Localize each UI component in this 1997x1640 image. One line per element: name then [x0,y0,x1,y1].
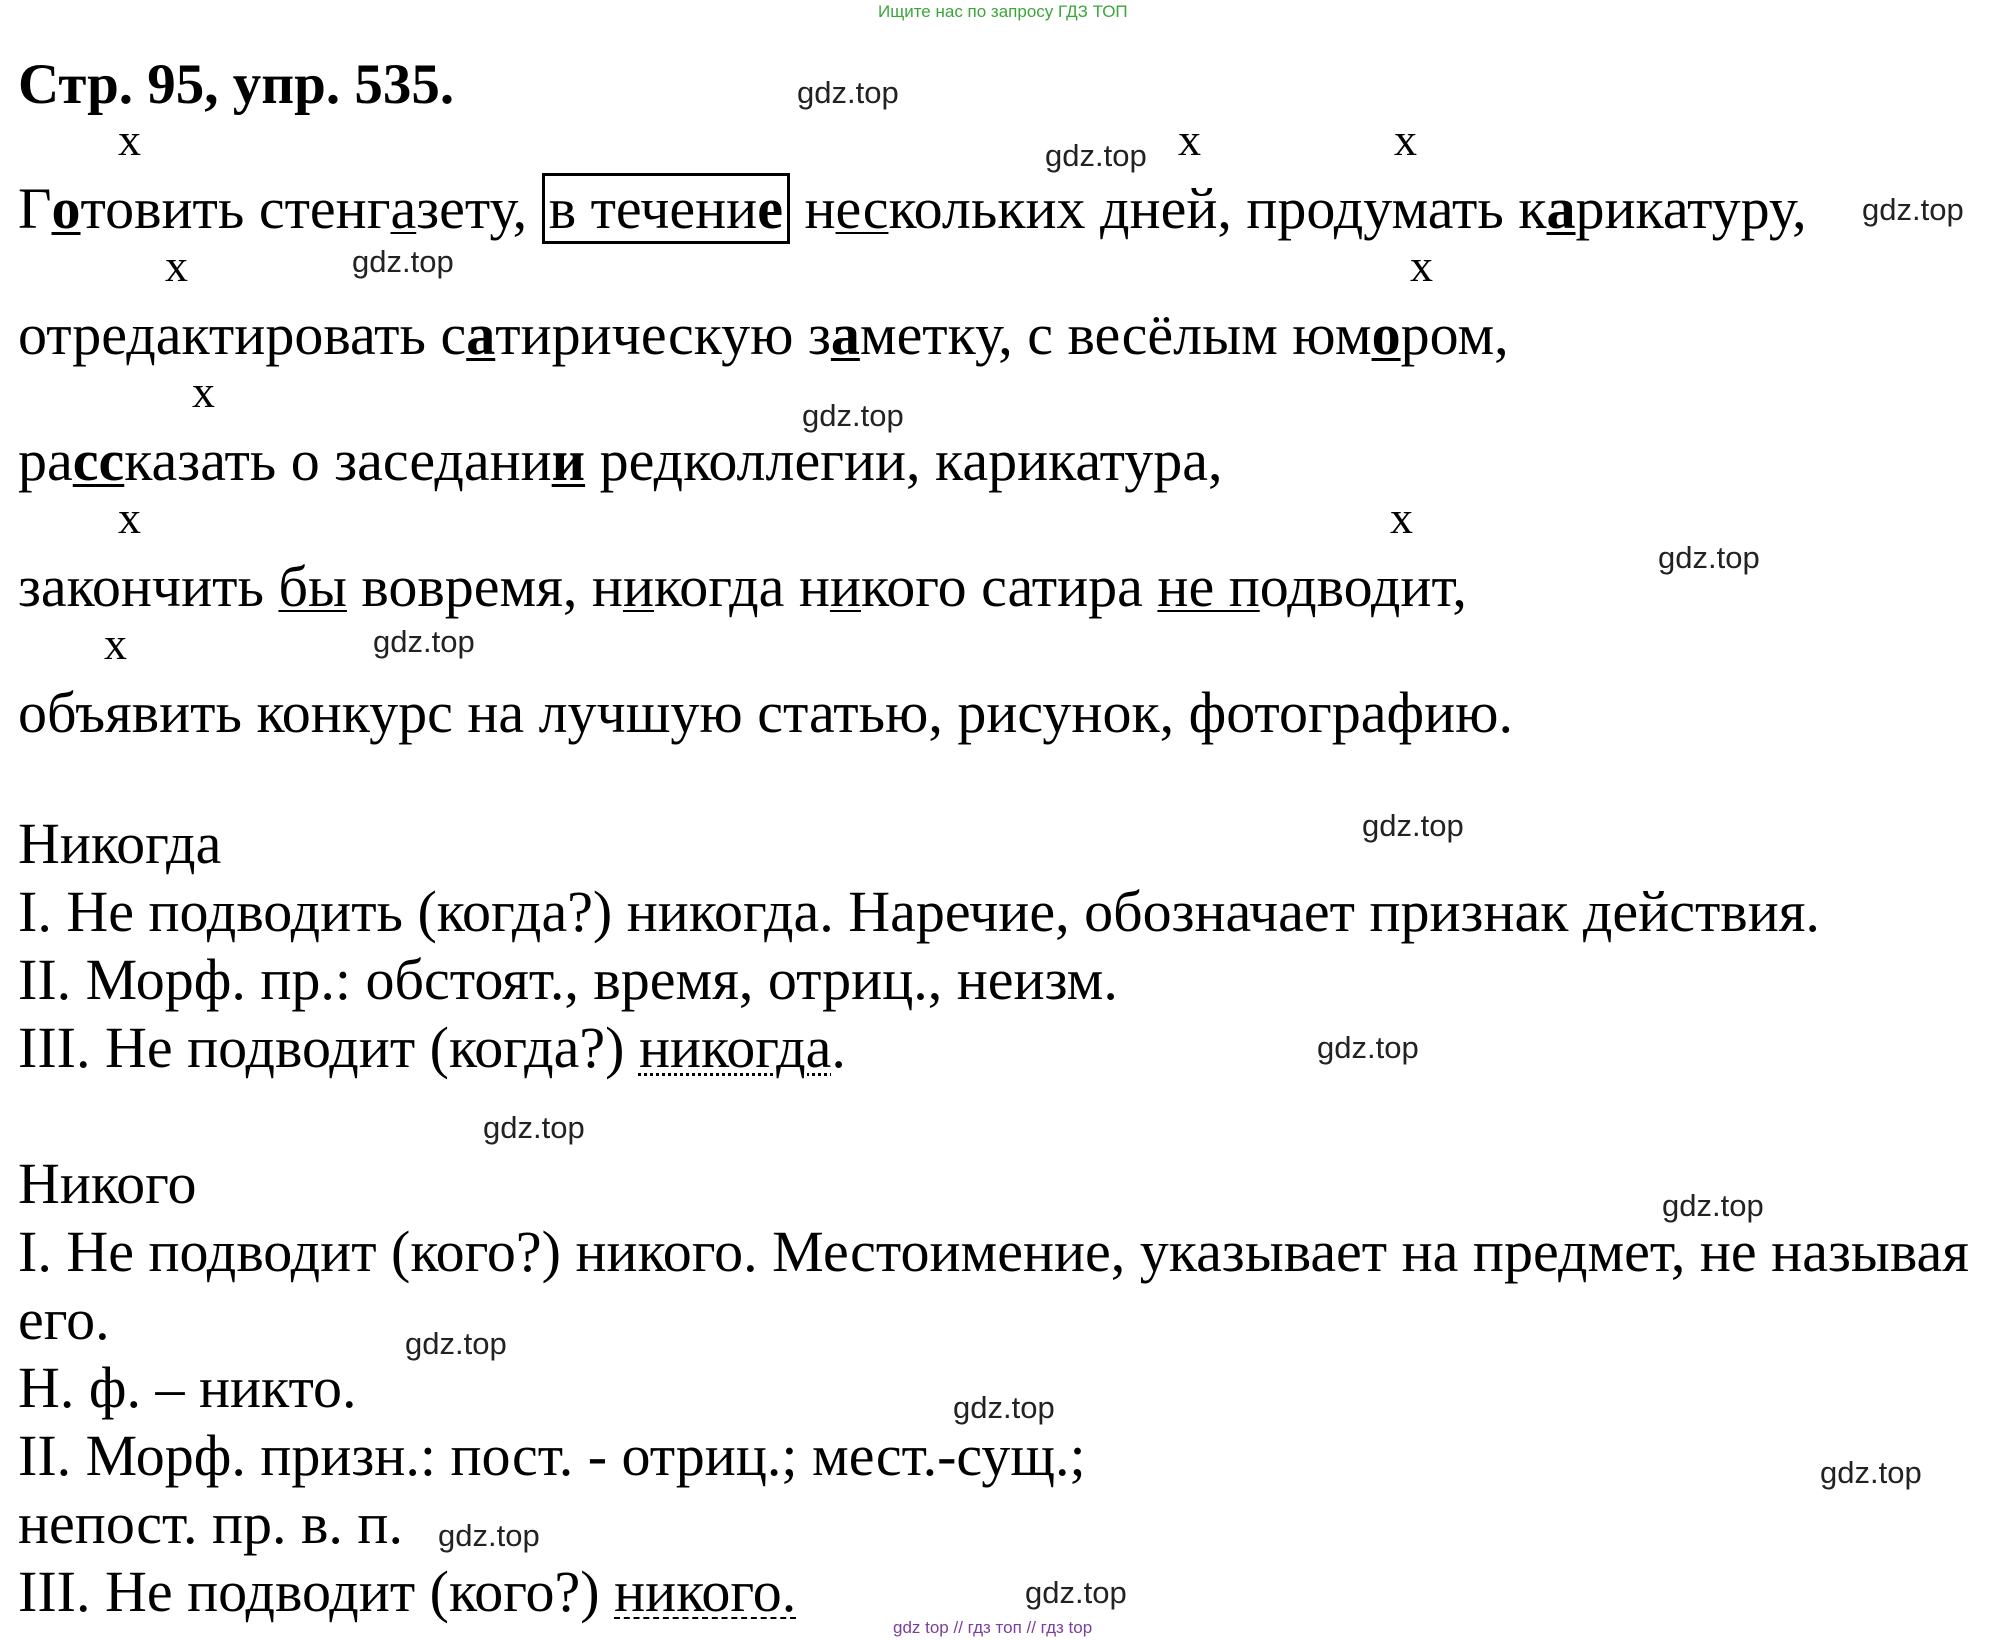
watermark: gdz.top [1658,540,1760,575]
watermark: gdz.top [802,398,904,433]
emphasized-letter: о [51,176,81,241]
text-segment: казать о заседани [124,428,552,493]
text-segment: . [831,1015,846,1080]
watermark: gdz.top [1862,192,1964,227]
watermark: gdz.top [1662,1188,1764,1223]
text-segment: н [789,176,836,241]
underlined-adverb: никогда [638,1015,832,1080]
emphasized-letters: сс [72,428,125,493]
watermark: gdz.top [405,1326,507,1361]
footer-watermark: gdz top // гдз топ // гдз top [893,1618,1093,1637]
watermark: gdz.top [352,244,454,279]
analysis-line: II. Морф. призн.: пост. - отриц.; мест.-сущ.; [18,1423,1086,1488]
underlined-particle: бы [278,554,347,619]
sentence-line-2 [18,302,1509,367]
boxed-bold-letter: е [757,176,783,241]
emphasized-letter: и [551,428,586,493]
emphasized-letter: а [830,302,860,367]
stress-mark: x [118,492,141,543]
page-title: Стр. 95, упр. 535. [18,53,455,116]
emphasized-letter: о [1371,302,1401,367]
stress-mark: x [118,114,141,165]
text-segment: тирическую з [495,302,831,367]
text-segment: кольких дней, продумать к [888,176,1547,241]
sentence-line-4 [18,554,1467,619]
emphasized-letter: а [1546,176,1576,241]
watermark: gdz.top [1362,808,1464,843]
stress-mark: x [1390,492,1413,543]
text-segment: зету, [416,176,542,241]
text-segment: ра [18,428,73,493]
analysis-line: I. Не подводить (когда?) никогда. Наречие, обозначает признак действия. [18,879,1820,944]
underlined-letters: ес [835,176,889,241]
sentence-line-3 [18,428,1223,493]
text-segment: ром, [1400,302,1509,367]
stress-mark: x [104,618,127,669]
analysis-line [18,1015,846,1080]
watermark: gdz.top [1025,1575,1127,1610]
text-segment: вовремя, н [346,554,623,619]
watermark: gdz.top [373,624,475,659]
underlined-letter: и [829,554,861,619]
sentence-line-5: объявить конкурс на лучшую статью, рисунок, фотографию. [18,680,1514,745]
watermark: gdz.top [797,75,899,110]
analysis-line: непост. пр. в. п. [18,1491,403,1556]
analysis-line: его. [18,1287,110,1352]
boxed-text: в течени [548,176,758,241]
section-heading-nikogda: Никогда [18,811,222,876]
underlined-letter: и [622,554,655,619]
top-watermark: Ищите нас по запросу ГДЗ ТОП [878,2,1128,21]
watermark: gdz.top [1820,1455,1922,1490]
underlined-phrase: не п [1157,554,1260,619]
text-segment: отредактировать с [18,302,467,367]
text-segment: одводит, [1259,554,1467,619]
watermark: gdz.top [438,1518,540,1553]
analysis-line: I. Не подводит (кого?) никого. Местоимение, указывает на предмет, не называя [18,1219,1969,1284]
sentence-line-1 [18,176,1807,241]
underlined-letter: а [390,176,417,241]
text-segment: кого сатира [861,554,1158,619]
watermark: gdz.top [953,1390,1055,1425]
text-segment: редколлегии, карикатура, [585,428,1223,493]
text-segment: Г [18,176,52,241]
analysis-line [18,1559,797,1624]
stress-mark: x [165,240,188,291]
emphasized-letter: а [466,302,496,367]
analysis-line: Н. ф. – никто. [18,1355,357,1420]
text-segment: метку, с весёлым юм [859,302,1372,367]
stress-mark: x [1394,114,1417,165]
boxed-phrase [542,173,790,244]
underlined-pronoun: никого. [614,1559,797,1624]
text-segment: рикатуру, [1575,176,1807,241]
watermark: gdz.top [1317,1030,1419,1065]
stress-mark: x [192,366,215,417]
text-segment: когда н [654,554,830,619]
stress-mark: x [1178,114,1201,165]
text-segment: закончить [18,554,279,619]
watermark: gdz.top [1045,138,1147,173]
text-segment: III. Не подводит (кого?) [18,1559,615,1624]
stress-mark: x [1410,240,1433,291]
analysis-line: II. Морф. пр.: обстоят., время, отриц., неизм. [18,947,1118,1012]
section-heading-nikogo: Никого [18,1151,197,1216]
text-segment: III. Не подводит (когда?) [18,1015,639,1080]
watermark: gdz.top [483,1110,585,1145]
text-segment: товить стенг [80,176,391,241]
